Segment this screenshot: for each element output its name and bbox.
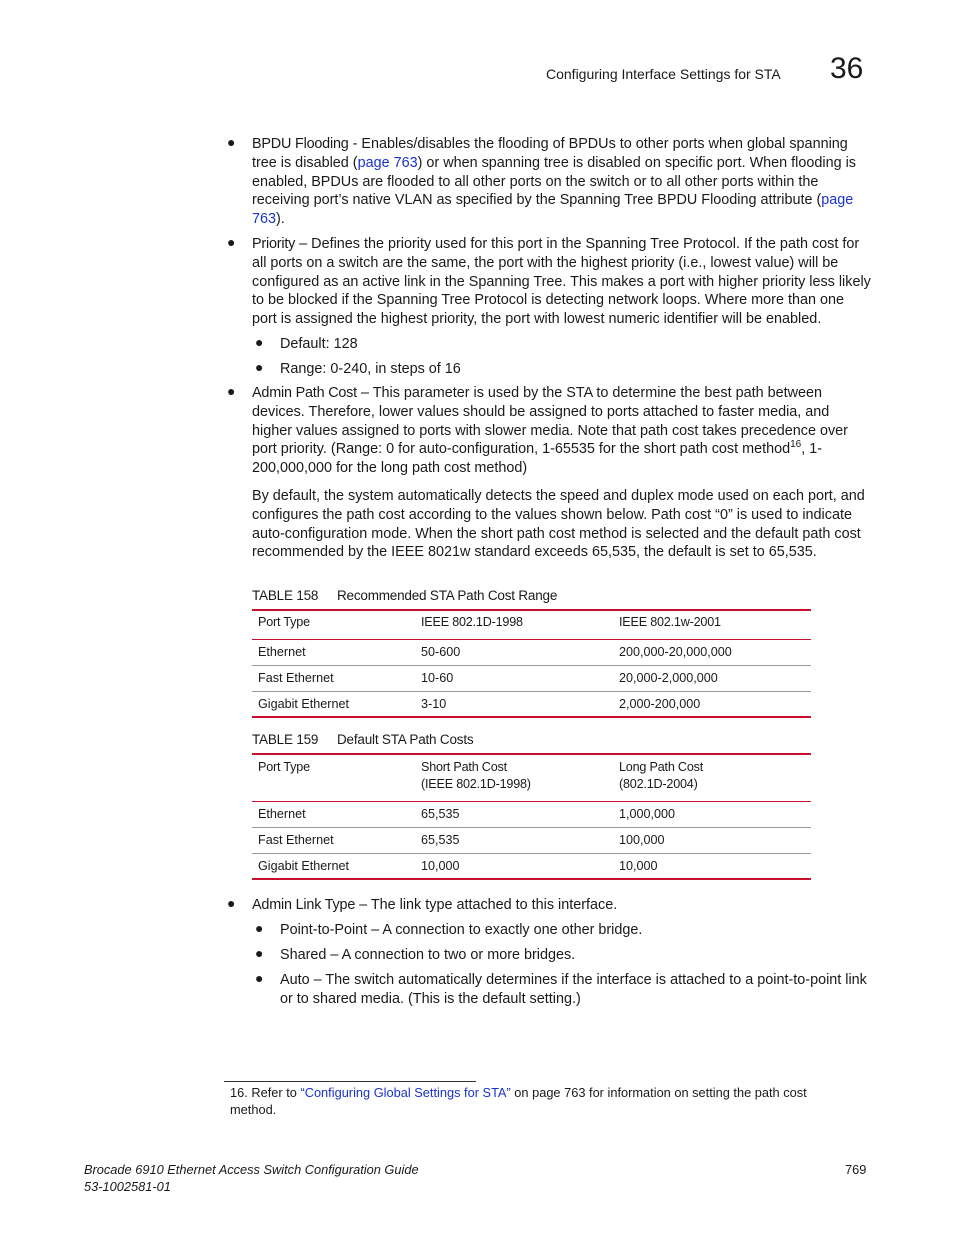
- bpdu-flooding-item: [252, 135, 872, 229]
- footer-doc-number: 53-1002581-01: [84, 1179, 171, 1194]
- bullet-icon: ●: [255, 970, 264, 986]
- priority-default: Default: 128: [280, 336, 358, 352]
- footnote-number: 16.: [230, 1085, 248, 1100]
- bpdu-text-1: - Enables/disables the flooding of BPDUs to other ports when global spanning tree is disabled (: [252, 136, 848, 171]
- link-type-point-to-point: Point-to-Point – A connection to exactly one other bridge.: [280, 922, 643, 938]
- footnote-ref: 16: [790, 439, 802, 451]
- bpdu-text-2: ) or when spanning tree is disabled on specific port. When flooding is enabled, BPDUs are flooded to all other ports on the switch or to all other ports within the receiving port’s native VLAN as specified by the Spanning Tree BPDU Flooding attribute (: [252, 154, 856, 209]
- column-header: [613, 754, 811, 801]
- priority-range: Range: 0-240, in steps of 16: [280, 361, 461, 377]
- column-header-line: Short Path Cost: [421, 760, 507, 774]
- footer-doc-title: Brocade 6910 Ethernet Access Switch Configuration Guide: [84, 1162, 419, 1177]
- table-cell: 1,000,000: [619, 807, 676, 821]
- table-cell: 10-60: [421, 671, 454, 685]
- bullet-icon: ●: [255, 945, 264, 961]
- column-header: Port Type: [258, 760, 310, 774]
- admin-link-type-text: – The link type attached to this interface.: [355, 897, 618, 913]
- table-cell: 10,000: [619, 858, 658, 873]
- column-header: Port Type: [258, 615, 310, 629]
- page-763-link[interactable]: page 763: [357, 154, 418, 171]
- chapter-number: 36: [830, 52, 864, 85]
- table-title: Recommended STA Path Cost Range: [337, 588, 558, 603]
- table-158: [252, 609, 811, 718]
- table-159-caption: [252, 732, 752, 747]
- admin-link-type-item: [252, 896, 872, 915]
- column-header-line: Long Path Cost: [619, 760, 704, 774]
- column-header: IEEE 802.1w-2001: [619, 615, 721, 629]
- configuring-global-settings-link[interactable]: “Configuring Global Settings for STA”: [300, 1085, 511, 1100]
- priority-text: – Defines the priority used for this port in the Spanning Tree Protocol. If the path cost for all ports on a switch are the same, the port with the highest priority (i.e., lowest value) will be configured as an active link in the Spanning Tree. This makes a port with higher priority less likely to be blocked if the Spanning Tree Protocol is detecting network loops. Where more than one port is assigned the highest priority, the port with lowest numeric identifier will be enabled.: [252, 236, 871, 328]
- table-cell: 65,535: [421, 833, 460, 847]
- admin-path-cost-item: [252, 384, 872, 478]
- link-type-auto: Auto – The switch automatically determines if the interface is attached to a point-to-point link or to shared media. (This is the default setting.): [280, 972, 867, 1007]
- table-cell: Gigabit Ethernet: [258, 858, 350, 873]
- table-cell: 3-10: [421, 696, 447, 711]
- table-row: [252, 853, 811, 879]
- table-header-row: [252, 610, 811, 639]
- table-row: [252, 639, 811, 665]
- table-row: [252, 691, 811, 717]
- table-cell: 10,000: [421, 858, 460, 873]
- table-header-row: [252, 754, 811, 801]
- priority-term: Priority: [252, 236, 296, 252]
- table-cell: 20,000-2,000,000: [619, 671, 718, 685]
- table-cell: Fast Ethernet: [258, 833, 334, 847]
- table-cell: 100,000: [619, 833, 665, 847]
- table-cell: 200,000-20,000,000: [619, 645, 732, 659]
- admin-path-cost-term: Admin Path Cost: [252, 385, 357, 401]
- bullet-icon: ●: [227, 234, 236, 250]
- page-763-link-2[interactable]: page 763: [252, 192, 854, 228]
- footnote: [230, 1084, 840, 1118]
- table-row: [252, 827, 811, 853]
- table-cell: Gigabit Ethernet: [258, 696, 350, 711]
- admin-path-cost-text-2: , 1-200,000,000 for the long path cost method): [252, 441, 823, 477]
- running-header-title: Configuring Interface Settings for STA: [546, 66, 781, 82]
- column-header-line: (IEEE 802.1D-1998): [421, 777, 531, 791]
- table-159: [252, 753, 811, 880]
- column-header: [415, 754, 613, 801]
- table-cell: Fast Ethernet: [258, 671, 334, 685]
- table-row: [252, 665, 811, 691]
- table-158-caption: [252, 588, 752, 603]
- bullet-icon: ●: [255, 334, 264, 350]
- admin-link-type-term: Admin Link Type: [252, 897, 356, 913]
- admin-path-cost-text-1: – This parameter is used by the STA to determine the best path between devices. Therefore, lower values should be assigned to ports attached to faster media, and higher values assigned to ports with slower media. Note that path cost takes precedence over port priority. (Range: 0 for auto-configuration, 1-65535 for the short path cost method: [252, 385, 848, 458]
- link-type-shared: Shared – A connection to two or more bridges.: [280, 947, 576, 963]
- table-title: Default STA Path Costs: [337, 732, 474, 747]
- column-header: IEEE 802.1D-1998: [421, 615, 523, 629]
- table-cell: 2,000-200,000: [619, 696, 701, 711]
- priority-item: [252, 235, 872, 329]
- footnote-divider: [224, 1081, 476, 1082]
- footnote-text-2: on page 763 for information on setting the path cost method.: [230, 1085, 807, 1117]
- bullet-icon: ●: [255, 920, 264, 936]
- path-cost-paragraph: By default, the system automatically detects the speed and duplex mode used on each port, and configures the path cost according to the values shown below. Path cost “0” is used to indicate auto-configuration mode. When the short path cost method is selected and the default path cost recommended by the IEEE 8021w standard exceeds 65,535, the default is set to 65,535.: [252, 488, 865, 561]
- bpdu-text-3: ).: [276, 211, 285, 228]
- table-cell: 65,535: [421, 807, 460, 821]
- table-row: [252, 801, 811, 827]
- bullet-icon: ●: [227, 383, 236, 399]
- bullet-icon: ●: [227, 134, 236, 150]
- table-label: TABLE 159: [252, 732, 319, 747]
- table-cell: Ethernet: [258, 645, 306, 659]
- table-cell: Ethernet: [258, 807, 306, 821]
- bullet-icon: ●: [227, 895, 236, 911]
- bullet-icon: ●: [255, 359, 264, 375]
- page-number: 769: [845, 1162, 867, 1177]
- footnote-text-1: Refer to: [251, 1085, 301, 1100]
- table-label: TABLE 158: [252, 588, 319, 603]
- bpdu-flooding-term: BPDU Flooding: [252, 136, 349, 152]
- table-cell: 50-600: [421, 645, 461, 659]
- column-header-line: (802.1D-2004): [619, 777, 698, 791]
